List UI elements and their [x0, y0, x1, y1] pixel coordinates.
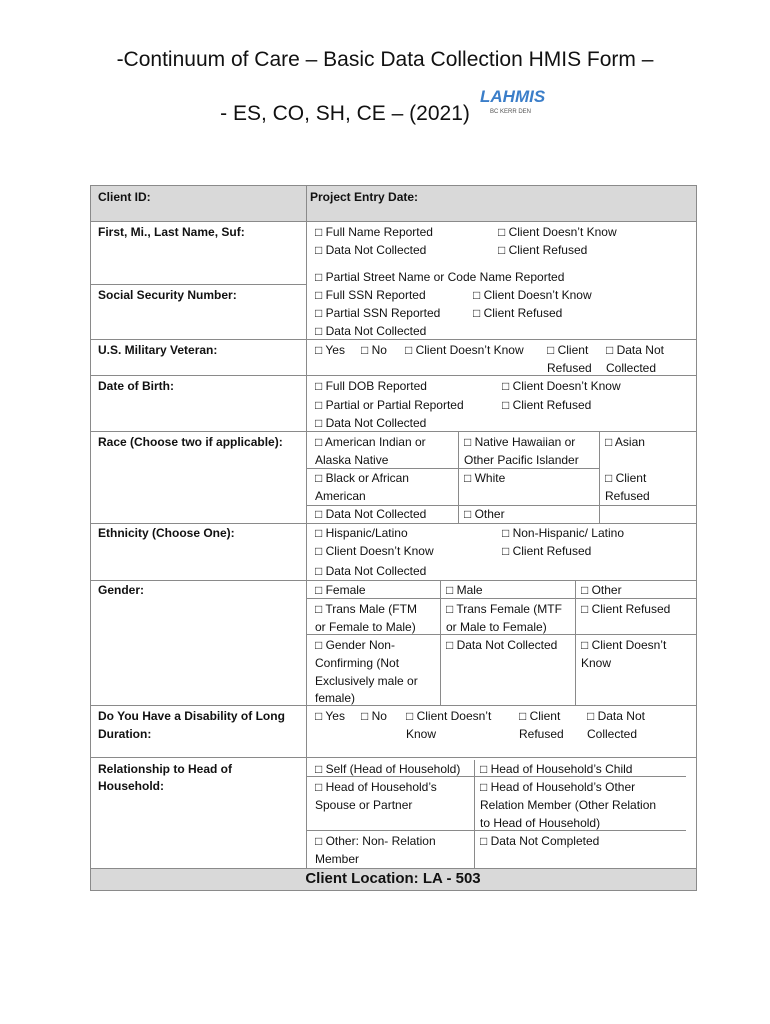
race-black-line2: American	[315, 489, 366, 503]
checkbox-icon[interactable]: □	[581, 638, 589, 652]
ssn-refused-option[interactable]: □ Client Refused	[473, 306, 563, 320]
checkbox-icon[interactable]: □	[315, 544, 323, 558]
checkbox-icon[interactable]: □	[315, 398, 323, 412]
gender-male-option[interactable]: □ Male	[446, 583, 483, 597]
veteran-label: U.S. Military Veteran:	[98, 343, 218, 357]
checkbox-icon[interactable]: □	[315, 324, 323, 338]
name-label: First, Mi., Last Name, Suf:	[98, 225, 245, 239]
checkbox-icon[interactable]: □	[446, 583, 454, 597]
logo-subtext: BC KERR DEN	[490, 109, 532, 115]
checkbox-icon[interactable]: □	[480, 834, 488, 848]
ethnicity-nonhispanic-option[interactable]: □ Non-Hispanic/ Latino	[502, 526, 624, 540]
veteran-dnc-option[interactable]: □ Data Not	[606, 343, 664, 357]
disability-yes-option[interactable]: □ Yes	[315, 709, 345, 723]
dob-label: Date of Birth:	[98, 379, 174, 393]
gender-transmale-line2: or Female to Male)	[315, 620, 416, 634]
disability-dk-option[interactable]: □ Client Doesn’t	[406, 709, 492, 723]
checkbox-icon[interactable]: □	[502, 544, 510, 558]
relationship-otherrelation-line2: Relation Member (Other Relation	[480, 798, 657, 812]
relationship-dnc-option[interactable]: □ Data Not Completed	[480, 834, 600, 848]
gender-transfemale-option[interactable]: □ Trans Female (MTF	[446, 602, 562, 616]
relationship-spouse-option[interactable]: □ Head of Household’s	[315, 780, 437, 794]
checkbox-icon[interactable]: □	[315, 526, 323, 540]
ssn-partial-option[interactable]: □ Partial SSN Reported	[315, 306, 441, 320]
race-asian-option[interactable]: □ Asian	[605, 435, 645, 449]
disability-label-line2: Duration:	[98, 727, 152, 741]
ssn-dk-option[interactable]: □ Client Doesn’t Know	[473, 288, 592, 302]
gender-label: Gender:	[98, 583, 145, 597]
gender-dk-option[interactable]: □ Client Doesn’t	[581, 638, 667, 652]
checkbox-icon[interactable]: □	[446, 638, 454, 652]
checkbox-icon[interactable]: □	[587, 709, 595, 723]
gender-nonconforming-option[interactable]: □ Gender Non-	[315, 638, 395, 652]
checkbox-icon[interactable]: □	[581, 602, 589, 616]
gender-transmale-option[interactable]: □ Trans Male (FTM	[315, 602, 417, 616]
relationship-nonrelation-option[interactable]: □ Other: Non- Relation	[315, 834, 436, 848]
name-partial-option[interactable]: □ Partial Street Name or Code Name Reported	[315, 270, 565, 284]
race-refused-line2: Refused	[605, 489, 650, 503]
dob-full-option[interactable]: □ Full DOB Reported	[315, 379, 427, 393]
ssn-full-option[interactable]: □ Full SSN Reported	[315, 288, 426, 302]
checkbox-icon[interactable]: □	[315, 270, 323, 284]
disability-dnc-option[interactable]: □ Data Not	[587, 709, 645, 723]
checkbox-icon[interactable]: □	[473, 306, 481, 320]
logo-text: LAHMIS	[480, 87, 546, 106]
checkbox-icon[interactable]: □	[315, 243, 323, 257]
relationship-otherrelation-line3: to Head of Household)	[480, 816, 601, 830]
veteran-dnc-line2: Collected	[606, 361, 657, 375]
disability-refused-option[interactable]: □ Client	[519, 709, 561, 723]
lahmis-logo	[478, 84, 546, 118]
checkbox-icon[interactable]: □	[464, 435, 472, 449]
gender-other-option[interactable]: □ Other	[581, 583, 622, 597]
ethnicity-refused-option[interactable]: □ Client Refused	[502, 544, 592, 558]
form-title-line1: -Continuum of Care – Basic Data Collection HMIS Form –	[116, 48, 654, 71]
checkbox-icon[interactable]: □	[315, 288, 323, 302]
veteran-dk-option[interactable]: □ Client Doesn’t Know	[405, 343, 524, 357]
hmis-form-table	[90, 185, 696, 891]
checkbox-icon[interactable]: □	[315, 306, 323, 320]
checkbox-icon[interactable]: □	[464, 507, 472, 521]
race-label: Race (Choose two if applicable):	[98, 435, 283, 449]
gender-dk-line2: Know	[581, 656, 612, 670]
race-refused-option[interactable]: □ Client	[605, 471, 647, 485]
gender-transfemale-line2: or Male to Female)	[446, 620, 547, 634]
checkbox-icon[interactable]: □	[502, 379, 510, 393]
checkbox-icon[interactable]: □	[315, 416, 323, 430]
checkbox-icon[interactable]: □	[581, 583, 589, 597]
checkbox-icon[interactable]: □	[606, 343, 614, 357]
gender-refused-option[interactable]: □ Client Refused	[581, 602, 671, 616]
dob-partial-option[interactable]: □ Partial or Partial Reported	[315, 398, 464, 412]
checkbox-icon[interactable]: □	[361, 709, 369, 723]
client-id-label: Client ID:	[98, 190, 151, 204]
checkbox-icon[interactable]: □	[502, 398, 510, 412]
checkbox-icon[interactable]: □	[315, 709, 323, 723]
disability-dnc-line2: Collected	[587, 727, 638, 741]
ethnicity-dk-option[interactable]: □ Client Doesn’t Know	[315, 544, 434, 558]
checkbox-icon[interactable]: □	[315, 583, 323, 597]
race-nhpi-option[interactable]: □ Native Hawaiian or	[464, 435, 576, 449]
form-title-line2: - ES, CO, SH, CE – (2021)	[220, 102, 470, 125]
relationship-otherrelation-option[interactable]: □ Head of Household’s Other	[480, 780, 636, 794]
checkbox-icon[interactable]: □	[315, 435, 323, 449]
checkbox-icon[interactable]: □	[315, 762, 323, 776]
checkbox-icon[interactable]: □	[315, 343, 323, 357]
client-location: Client Location: LA - 503	[305, 870, 481, 887]
checkbox-icon[interactable]: □	[473, 288, 481, 302]
race-white-option[interactable]: □ White	[464, 471, 506, 485]
name-dnc-option[interactable]: □ Data Not Collected	[315, 243, 427, 257]
relationship-nonrelation-line2: Member	[315, 852, 360, 866]
ethnicity-hispanic-option[interactable]: □ Hispanic/Latino	[315, 526, 408, 540]
checkbox-icon[interactable]: □	[446, 602, 454, 616]
checkbox-icon[interactable]: □	[315, 225, 323, 239]
gender-female-option[interactable]: □ Female	[315, 583, 366, 597]
dob-refused-option[interactable]: □ Client Refused	[502, 398, 592, 412]
disability-no-option[interactable]: □ No	[361, 709, 387, 723]
veteran-no-option[interactable]: □ No	[361, 343, 387, 357]
ethnicity-label: Ethnicity (Choose One):	[98, 526, 235, 540]
race-aian-option[interactable]: □ American Indian or	[315, 435, 426, 449]
relationship-label: Relationship to Head of	[98, 762, 233, 776]
checkbox-icon[interactable]: □	[480, 762, 488, 776]
race-aian-line2: Alaska Native	[315, 453, 389, 467]
checkbox-icon[interactable]: □	[361, 343, 369, 357]
ssn-label: Social Security Number:	[98, 288, 237, 302]
project-entry-date-label: Project Entry Date:	[310, 190, 419, 204]
gender-nonconforming-line2: Confirming (Not	[315, 656, 400, 670]
veteran-refused-option[interactable]: □ Client	[547, 343, 589, 357]
disability-refused-line2: Refused	[519, 727, 564, 741]
gender-nonconforming-line3: Exclusively male or	[315, 674, 418, 688]
relationship-label-line2: Household:	[98, 779, 164, 793]
checkbox-icon[interactable]: □	[405, 343, 413, 357]
disability-dk-line2: Know	[406, 727, 437, 741]
checkbox-icon[interactable]: □	[498, 243, 506, 257]
checkbox-icon[interactable]: □	[406, 709, 414, 723]
checkbox-icon[interactable]: □	[605, 435, 613, 449]
race-dnc-option[interactable]: □ Data Not Collected	[315, 507, 427, 521]
veteran-yes-option[interactable]: □ Yes	[315, 343, 345, 357]
checkbox-icon[interactable]: □	[547, 343, 555, 357]
checkbox-icon[interactable]: □	[315, 834, 323, 848]
checkbox-icon[interactable]: □	[605, 471, 613, 485]
checkbox-icon[interactable]: □	[502, 526, 510, 540]
checkbox-icon[interactable]: □	[464, 471, 472, 485]
ethnicity-dnc-option[interactable]: □ Data Not Collected	[315, 564, 427, 578]
gender-nonconforming-line4: female)	[315, 691, 356, 705]
checkbox-icon[interactable]: □	[315, 379, 323, 393]
checkbox-icon[interactable]: □	[315, 780, 323, 794]
relationship-self-option[interactable]: □ Self (Head of Household)	[315, 762, 461, 776]
veteran-refused-line2: Refused	[547, 361, 592, 375]
name-dk-option[interactable]: □ Client Doesn’t Know	[498, 225, 617, 239]
checkbox-icon[interactable]: □	[498, 225, 506, 239]
dob-dnc-option[interactable]: □ Data Not Collected	[315, 416, 427, 430]
checkbox-icon[interactable]: □	[315, 564, 323, 578]
checkbox-icon[interactable]: □	[315, 507, 323, 521]
relationship-child-option[interactable]: □ Head of Household’s Child	[480, 762, 633, 776]
race-other-option[interactable]: □ Other	[464, 507, 505, 521]
dob-dk-option[interactable]: □ Client Doesn’t Know	[502, 379, 621, 393]
disability-label: Do You Have a Disability of Long	[98, 709, 285, 723]
checkbox-icon[interactable]: □	[315, 638, 323, 652]
checkbox-icon[interactable]: □	[519, 709, 527, 723]
checkbox-icon[interactable]: □	[315, 471, 323, 485]
name-refused-option[interactable]: □ Client Refused	[498, 243, 588, 257]
name-full-option[interactable]: □ Full Name Reported	[315, 225, 433, 239]
checkbox-icon[interactable]: □	[315, 602, 323, 616]
gender-dnc-option[interactable]: □ Data Not Collected	[446, 638, 558, 652]
race-nhpi-line2: Other Pacific Islander	[464, 453, 579, 467]
checkbox-icon[interactable]: □	[480, 780, 488, 794]
race-black-option[interactable]: □ Black or African	[315, 471, 409, 485]
ssn-dnc-option[interactable]: □ Data Not Collected	[315, 324, 427, 338]
relationship-spouse-line2: Spouse or Partner	[315, 798, 413, 812]
